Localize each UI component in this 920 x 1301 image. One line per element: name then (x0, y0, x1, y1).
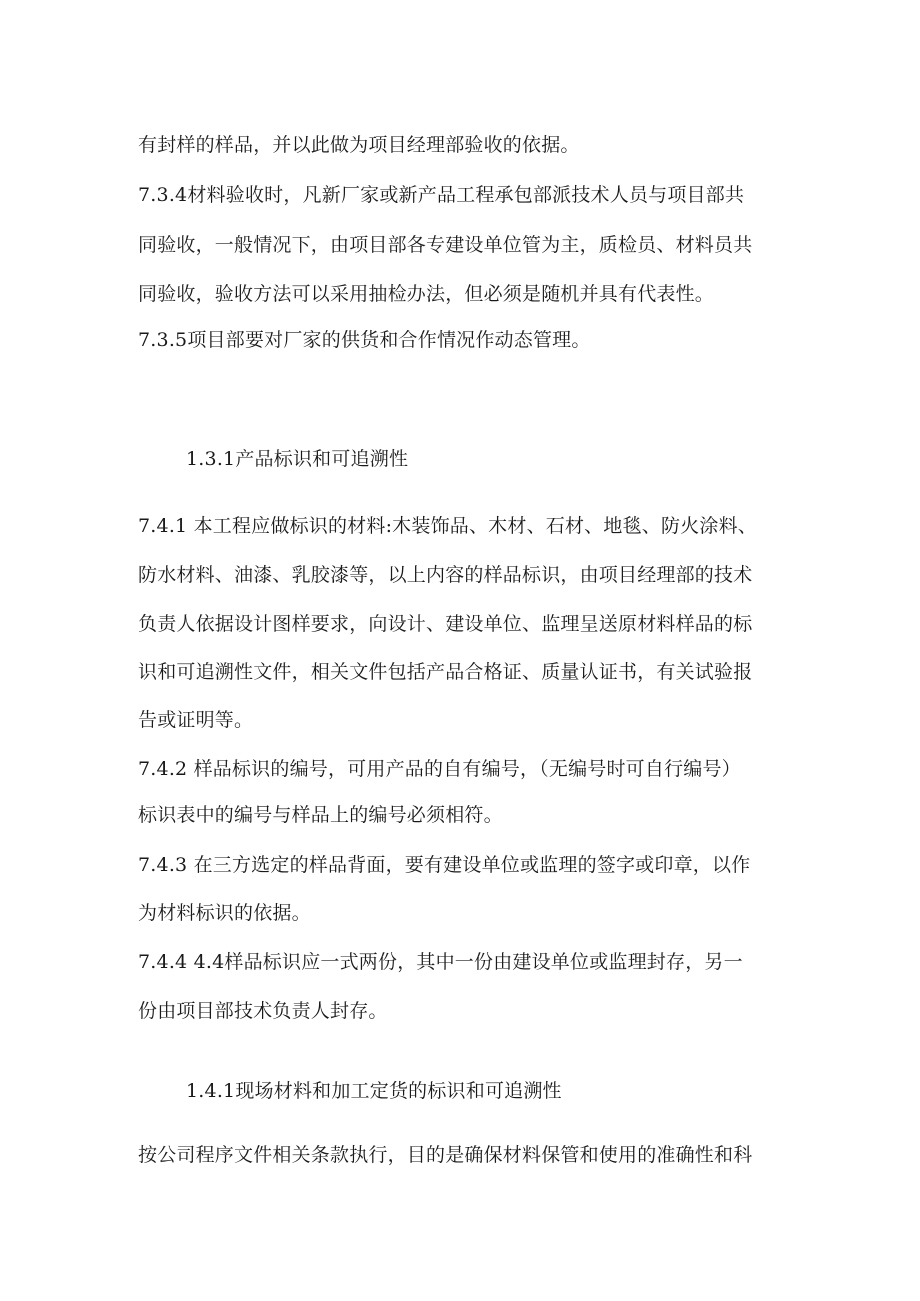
paragraph-7-3-5-line-1: 7.3.5项目部要对厂家的供货和合作情况作动态管理。 (138, 329, 591, 351)
paragraph-7-4-1-line-5: 告或证明等。 (138, 709, 254, 731)
paragraph-7-4-1-line-3: 负责人依据设计图样要求，向设计、建设单位、监理呈送原材料样品的标 (138, 613, 753, 635)
paragraph-7-4-3-line-2: 为材料标识的依据。 (138, 902, 311, 924)
paragraph-intro-line-1: 有封样的样品，并以此做为项目经理部验收的依据。 (138, 134, 580, 156)
section-heading-1-4-1: 1.4.1现场材料和加工定货的标识和可追溯性 (186, 1080, 562, 1102)
paragraph-7-3-4-line-3: 同验收，验收方法可以采用抽检办法，但必须是随机并具有代表性。 (138, 283, 715, 305)
section-heading-1-3-1: 1.3.1产品标识和可追溯性 (186, 448, 409, 470)
paragraph-7-4-1-line-1: 7.4.1 本工程应做标识的材料:木装饰品、木材、石材、地毯、防火涂料、 (138, 515, 757, 537)
paragraph-7-4-1-line-4: 识和可追溯性文件，相关文件包括产品合格证、质量认证书，有关试验报 (138, 661, 753, 683)
paragraph-7-4-1-line-2: 防水材料、油漆、乳胶漆等，以上内容的样品标识，由项目经理部的技术 (138, 564, 753, 586)
paragraph-7-4-4-line-2: 份由项目部技术负责人封存。 (138, 1000, 388, 1022)
paragraph-7-3-4-line-1: 7.3.4材料验收时，凡新厂家或新产品工程承包部派技术人员与项目部共 (138, 184, 745, 206)
paragraph-7-4-2-line-1: 7.4.2 样品标识的编号，可用产品的自有编号，（无编号时可自行编号） (138, 758, 741, 780)
paragraph-7-4-3-line-1: 7.4.3 在三方选定的样品背面，要有建设单位或监理的签字或印章，以作 (138, 854, 751, 876)
paragraph-7-3-4-line-2: 同验收，一般情况下，由项目部各专建设单位管为主，质检员、材料员共 (138, 234, 753, 256)
paragraph-7-4-2-line-2: 标识表中的编号与样品上的编号必须相符。 (138, 804, 503, 826)
paragraph-7-4-4-line-1: 7.4.4 4.4样品标识应一式两份，其中一份由建设单位或监理封存，另一 (138, 951, 743, 973)
paragraph-last-line-1: 按公司程序文件相关条款执行，目的是确保材料保管和使用的准确性和科 (138, 1144, 753, 1166)
